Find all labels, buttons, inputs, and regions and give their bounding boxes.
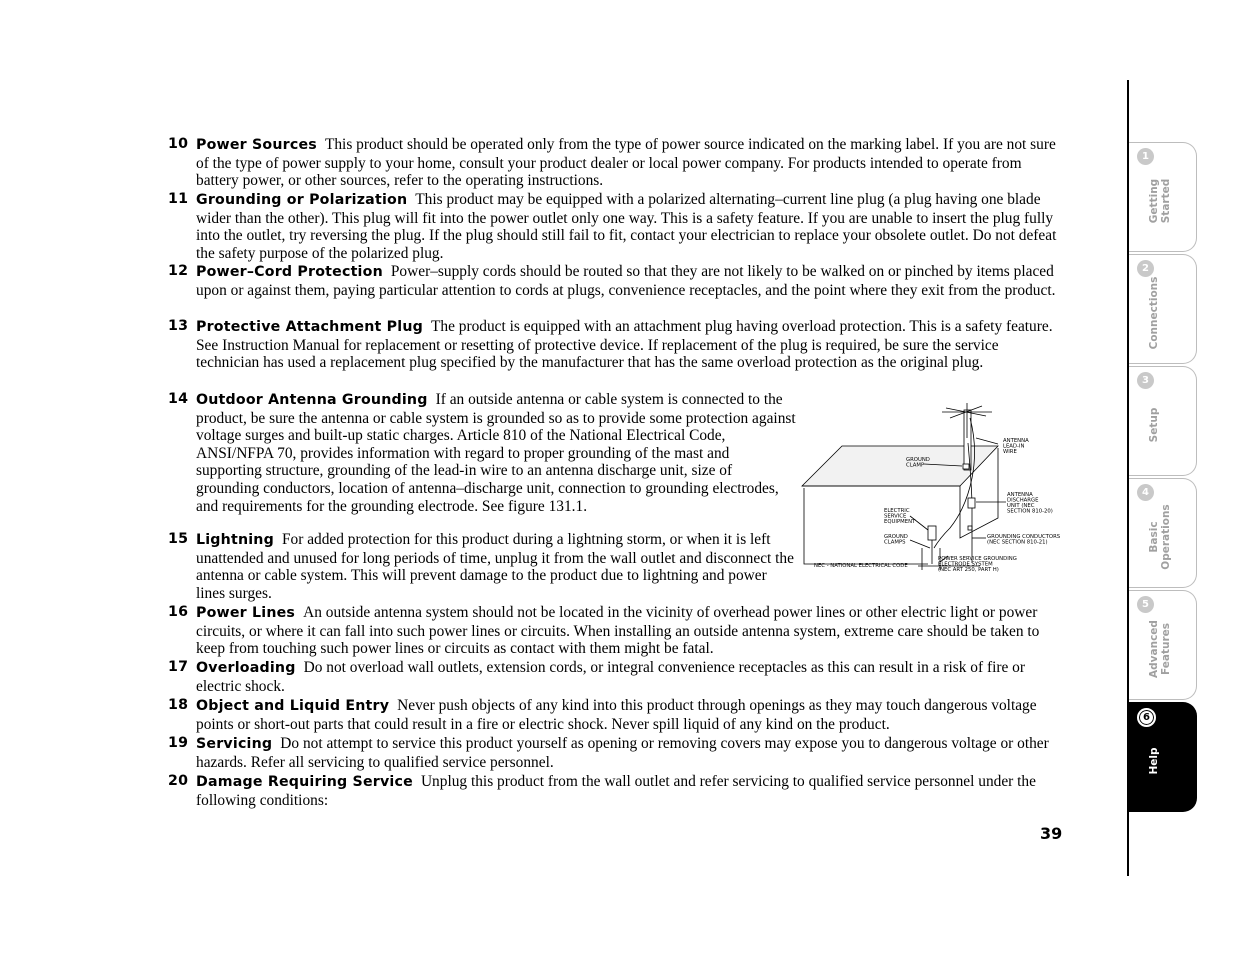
tab-number-badge: 3 bbox=[1137, 372, 1154, 389]
label-power-service-grounding: POWER SERVICE GROUNDING ELECTRODE SYSTEM (NEC ART 250, PART H) bbox=[938, 556, 1017, 573]
item-heading: Damage Requiring Service bbox=[196, 774, 413, 790]
item-number: 20 bbox=[168, 773, 189, 789]
item-number: 13 bbox=[168, 318, 189, 334]
item-heading: Overloading bbox=[196, 660, 296, 676]
item-heading: Power–Cord Protection bbox=[196, 264, 383, 280]
item-number: 15 bbox=[168, 531, 189, 547]
tab-label: Help bbox=[1148, 747, 1160, 775]
item-heading: Power Lines bbox=[196, 605, 296, 621]
item-text: Never push objects of any kind into this product through openings as they may touch dangerous voltage points or short-out parts that could result in a fire or electric shock. Never spill liquid of any kind on the product. bbox=[196, 697, 1037, 733]
item-power-sources bbox=[168, 136, 1064, 190]
item-damage-requiring-service bbox=[168, 773, 1064, 809]
item-text: An outside antenna system should not be located in the vicinity of overhead power lines or other electric light or power circuits, or where it can fall into such power lines or circuits. When installing an outside antenna system, extreme care should be taken to keep from touching such power lines or circuits as contact with them might be fatal. bbox=[196, 604, 1040, 658]
item-number: 17 bbox=[168, 659, 189, 675]
item-heading: Grounding or Polarization bbox=[196, 192, 408, 208]
item-number: 16 bbox=[168, 604, 189, 620]
tab-advanced-features[interactable] bbox=[1129, 590, 1197, 700]
label-antenna-lead-in: ANTENNA LEAD-IN WIRE bbox=[1003, 438, 1029, 455]
tab-number-badge: 5 bbox=[1137, 596, 1154, 613]
item-power-lines bbox=[168, 604, 1064, 658]
item-power-cord-protection bbox=[168, 263, 1064, 299]
item-overloading bbox=[168, 659, 1064, 695]
item-object-liquid-entry bbox=[168, 697, 1064, 733]
item-text: The product is equipped with an attachment plug having overload protection. This is a safety feature. See Instruction Manual for replacement or resetting of protective device. If replacement of the plug is required, be sure the service technician has used a replacement plug specified by the manufacturer that has the same overload protection as the original plug. bbox=[196, 318, 1053, 372]
item-protective-attachment-plug bbox=[168, 318, 1064, 372]
tab-connections[interactable] bbox=[1129, 254, 1197, 364]
label-ground-clamp: GROUND CLAMP bbox=[906, 457, 930, 469]
item-text: Unplug this product from the wall outlet and refer servicing to qualified service personnel under the following conditions: bbox=[196, 773, 1036, 809]
item-heading: Servicing bbox=[196, 736, 273, 752]
label-nec: NEC - NATIONAL ELECTRICAL CODE bbox=[814, 563, 908, 569]
item-grounding-polarization bbox=[168, 191, 1064, 262]
item-text: This product may be equipped with a polarized alternating–current line plug (a plug having one blade wider than the other). This plug will fit into the power outlet only one way. This is a safety feature. If you are unable to insert the plug fully into the outlet, try reversing the plug. If the plug should still fail to fit, contact your electrician to replace your obsolete outlet. Do not defeat the safety purpose of the polarized plug. bbox=[196, 191, 1057, 262]
tab-basic-operations[interactable] bbox=[1129, 478, 1197, 588]
item-number: 10 bbox=[168, 136, 189, 152]
item-outdoor-antenna-grounding bbox=[168, 391, 796, 515]
item-text: If an outside antenna or cable system is connected to the product, be sure the antenna or cable system is grounded so as to provide some protection against voltage surges and built-up static charges. Article 810 of the National Electrical Code, ANSI/NFPA 70, provides information with regard to proper grounding of the mast and supporting structure, grounding of the lead-in wire to an antenna discharge unit, size of grounding conductors, location of antenna–discharge unit, connection to grounding electrodes, and requirements for the grounding electrode. See figure 131.1. bbox=[196, 391, 796, 515]
item-heading: Outdoor Antenna Grounding bbox=[196, 392, 428, 408]
item-text: For added protection for this product during a lightning storm, or when it is left unattended and unused for long periods of time, unplug it from the wall outlet and disconnect the antenna or cable system. This will prevent damage to the product due to lightning and power lines surges. bbox=[196, 531, 794, 602]
item-lightning bbox=[168, 531, 796, 602]
item-servicing bbox=[168, 735, 1064, 771]
label-ground-clamps: GROUND CLAMPS bbox=[884, 534, 908, 546]
tab-number-badge: 4 bbox=[1137, 484, 1154, 501]
item-text: Do not attempt to service this product yourself as opening or removing covers may expose you to dangerous voltage or other hazards. Refer all servicing to qualified service personnel. bbox=[196, 735, 1049, 771]
label-antenna-discharge: ANTENNA DISCHARGE UNIT (NEC SECTION 810-20) bbox=[1007, 492, 1053, 515]
item-text: Do not overload wall outlets, extension cords, or integral convenience receptacles as this can result in a risk of fire or electric shock. bbox=[196, 659, 1025, 695]
antenna-grounding-figure bbox=[800, 398, 1065, 576]
item-text: This product should be operated only from the type of power source indicated on the marking label. If you are not sure of the type of power supply to your home, consult your product dealer or local power company. For products intended to operate from battery power, or other sources, refer to the operating instructions. bbox=[196, 136, 1056, 190]
tab-number-badge: 1 bbox=[1137, 148, 1154, 165]
tab-number-badge: 6 bbox=[1137, 708, 1156, 727]
tab-setup[interactable] bbox=[1129, 366, 1197, 476]
label-electric-service: ELECTRIC SERVICE EQUIPMENT bbox=[884, 508, 916, 525]
page-number: 39 bbox=[1040, 824, 1063, 843]
tab-help[interactable] bbox=[1129, 702, 1197, 812]
item-text: Power–supply cords should be routed so that they are not likely to be walked on or pinched by items placed upon or against them, paying particular attention to cords at plugs, convenience receptacles, and the point where they exit from the product. bbox=[196, 263, 1056, 299]
item-heading: Object and Liquid Entry bbox=[196, 698, 390, 714]
tab-label: Getting Started bbox=[1148, 178, 1172, 224]
item-heading: Lightning bbox=[196, 532, 274, 548]
tab-label: Setup bbox=[1148, 407, 1160, 443]
tab-label: Basic Operations bbox=[1148, 504, 1172, 570]
tab-label: Advanced Features bbox=[1148, 620, 1172, 678]
item-heading: Power Sources bbox=[196, 137, 317, 153]
item-number: 14 bbox=[168, 391, 189, 407]
item-number: 19 bbox=[168, 735, 189, 751]
item-number: 12 bbox=[168, 263, 189, 279]
label-grounding-conductors: GROUNDING CONDUCTORS (NEC SECTION 810-21) bbox=[987, 534, 1061, 546]
item-heading: Protective Attachment Plug bbox=[196, 319, 423, 335]
tab-label: Connections bbox=[1148, 276, 1160, 350]
item-number: 11 bbox=[168, 191, 189, 207]
tab-getting-started[interactable] bbox=[1129, 142, 1197, 252]
item-number: 18 bbox=[168, 697, 189, 713]
tab-number-badge: 2 bbox=[1137, 260, 1154, 277]
